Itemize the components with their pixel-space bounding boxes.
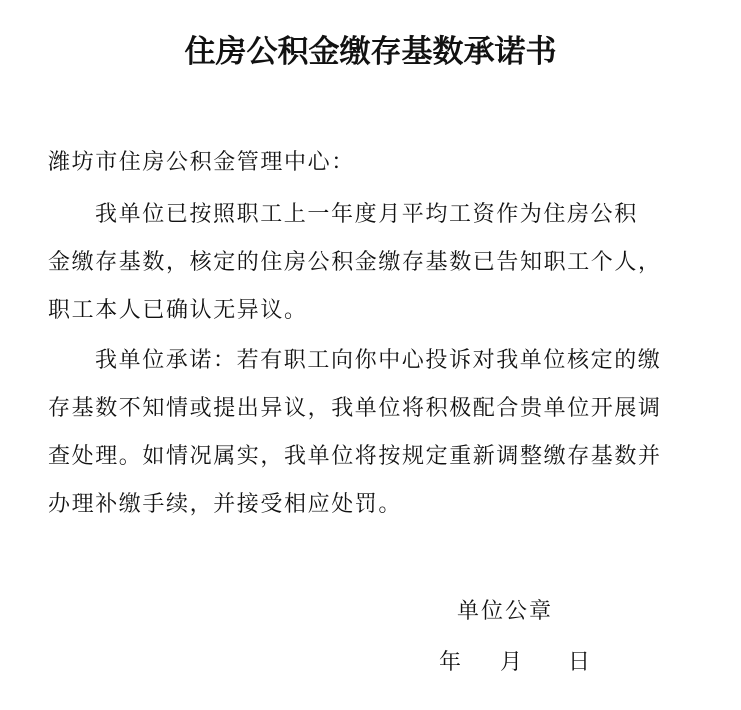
addressee-line: 潍坊市住房公积金管理中心： bbox=[48, 150, 355, 175]
paragraph-line: 存基数不知情或提出异议，我单位将积极配合贵单位开展调 bbox=[48, 396, 662, 421]
date-day-label: 日 bbox=[568, 650, 591, 675]
date-month-label: 月 bbox=[500, 650, 523, 675]
paragraph-declaration bbox=[48, 191, 718, 335]
paragraph-line: 办理补缴手续，并接受相应处罚。 bbox=[48, 492, 403, 517]
paragraph-line: 查处理。如情况属实，我单位将按规定重新调整缴存基数并 bbox=[48, 444, 662, 469]
seal-label: 单位公章 bbox=[457, 599, 554, 624]
paragraph-line: 我单位已按照职工上一年度月平均工资作为住房公积 bbox=[95, 202, 638, 227]
paragraph-line: 我单位承诺：若有职工向你中心投诉对我单位核定的缴 bbox=[95, 348, 662, 373]
paragraph-line: 职工本人已确认无异议。 bbox=[48, 298, 308, 323]
paragraph-commitment bbox=[48, 337, 718, 529]
document-title: 住房公积金缴存基数承诺书 bbox=[184, 34, 557, 70]
date-year-label: 年 bbox=[439, 650, 462, 675]
paragraph-line: 金缴存基数，核定的住房公积金缴存基数已告知职工个人， bbox=[48, 250, 662, 275]
